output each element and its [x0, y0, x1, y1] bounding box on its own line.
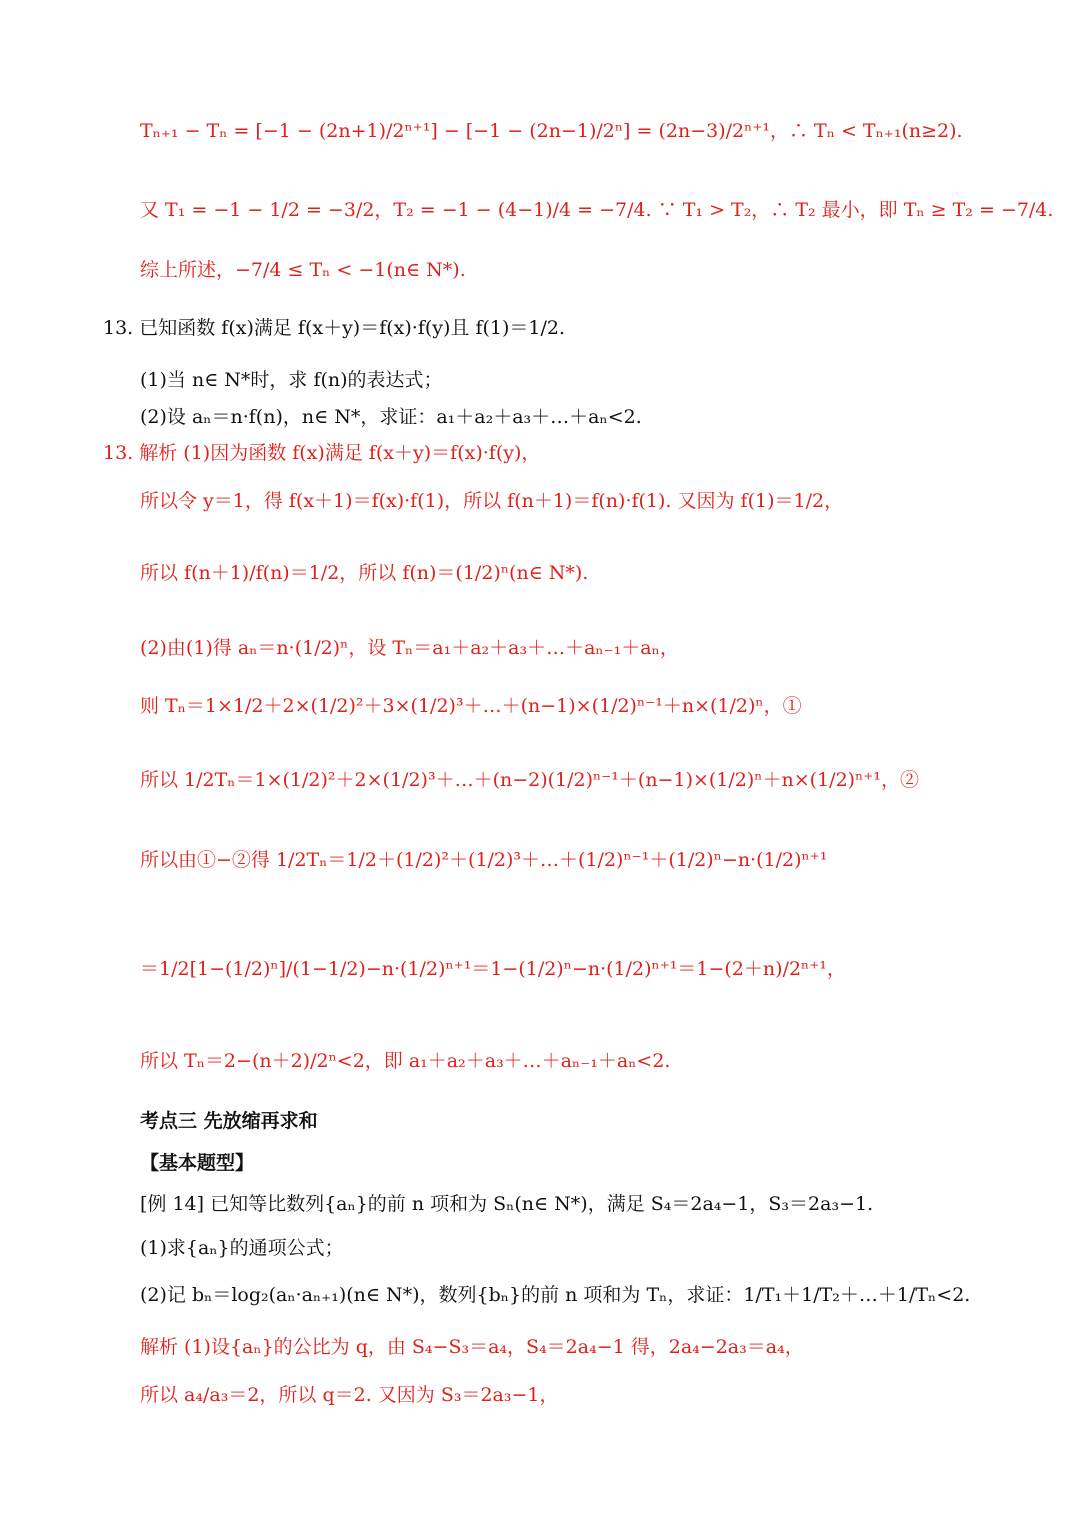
- text-line: 又 T₁ = −1 − 1/2 = −3/2，T₂ = −1 − (4−1)/4 = −7/4. ∵ T₁ > T₂，∴ T₂ 最小，即 Tₙ ≥ T₂ = −7/4.: [140, 199, 1054, 221]
- text-line: 所以 f(n＋1)/f(n)＝1/2，所以 f(n)＝(1/2)ⁿ(n∈ N*).: [140, 562, 589, 584]
- text-line: Tₙ₊₁ − Tₙ = [−1 − (2n+1)/2ⁿ⁺¹] − [−1 − (2n−1)/2ⁿ] = (2n−3)/2ⁿ⁺¹，∴ Tₙ < Tₙ₊₁(n≥2).: [140, 120, 963, 142]
- example-part-1: (1)求{aₙ}的通项公式；: [140, 1237, 344, 1259]
- section-heading: 考点三 先放缩再求和: [140, 1110, 318, 1132]
- text-line: 所以 a₄/a₃＝2，所以 q＝2. 又因为 S₃＝2a₃−1，: [140, 1384, 559, 1406]
- text-line: 则 Tₙ＝1×1/2＋2×(1/2)²＋3×(1/2)³＋…＋(n−1)×(1/2)ⁿ⁻¹＋n×(1/2)ⁿ，①: [140, 695, 802, 717]
- text-line: 所以 1/2Tₙ＝1×(1/2)²＋2×(1/2)³＋…＋(n−2)(1/2)ⁿ⁻¹＋(n−1)×(1/2)ⁿ＋n×(1/2)ⁿ⁺¹，②: [140, 769, 919, 791]
- subsection-heading: 【基本题型】: [140, 1152, 255, 1174]
- text-line: 综上所述，−7/4 ≤ Tₙ < −1(n∈ N*).: [140, 259, 466, 281]
- text-line: 所以令 y＝1，得 f(x＋1)＝f(x)·f(1)，所以 f(n＋1)＝f(n)·f(1). 又因为 f(1)＝1/2，: [140, 490, 844, 512]
- example-solution: 解析 (1)设{aₙ}的公比为 q，由 S₄−S₃＝a₄，S₄＝2a₄−1 得，2a₄−2a₃＝a₄，: [140, 1336, 804, 1358]
- example-statement: [例 14] 已知等比数列{aₙ}的前 n 项和为 Sₙ(n∈ N*)，满足 S₄＝2a₄−1，S₃＝2a₃−1.: [140, 1193, 874, 1215]
- text-line: 所以 Tₙ＝2−(n＋2)/2ⁿ<2，即 a₁＋a₂＋a₃＋…＋aₙ₋₁＋aₙ<2.: [140, 1050, 671, 1072]
- problem-part-1: (1)当 n∈ N*时，求 f(n)的表达式；: [140, 369, 443, 391]
- problem-part-2: (2)设 aₙ＝n·f(n)，n∈ N*，求证：a₁＋a₂＋a₃＋…＋aₙ<2.: [140, 406, 642, 428]
- solution-heading: 13. 解析 (1)因为函数 f(x)满足 f(x＋y)＝f(x)·f(y)，: [103, 442, 541, 464]
- text-line: ＝1/2[1−(1/2)ⁿ]/(1−1/2)−n·(1/2)ⁿ⁺¹＝1−(1/2)ⁿ−n·(1/2)ⁿ⁺¹＝1−(2＋n)/2ⁿ⁺¹，: [140, 958, 846, 980]
- example-part-2: (2)记 bₙ＝log₂(aₙ·aₙ₊₁)(n∈ N*)，数列{bₙ}的前 n 项和为 Tₙ，求证：1/T₁＋1/T₂＋…＋1/Tₙ<2.: [140, 1284, 971, 1306]
- text-line: 所以由①−②得 1/2Tₙ＝1/2＋(1/2)²＋(1/2)³＋…＋(1/2)ⁿ⁻¹＋(1/2)ⁿ−n·(1/2)ⁿ⁺¹: [140, 849, 828, 871]
- problem-statement: 13. 已知函数 f(x)满足 f(x＋y)＝f(x)·f(y)且 f(1)＝1/2.: [103, 317, 566, 339]
- text-line: (2)由(1)得 aₙ＝n·(1/2)ⁿ，设 Tₙ＝a₁＋a₂＋a₃＋…＋aₙ₋₁＋aₙ，: [140, 637, 679, 659]
